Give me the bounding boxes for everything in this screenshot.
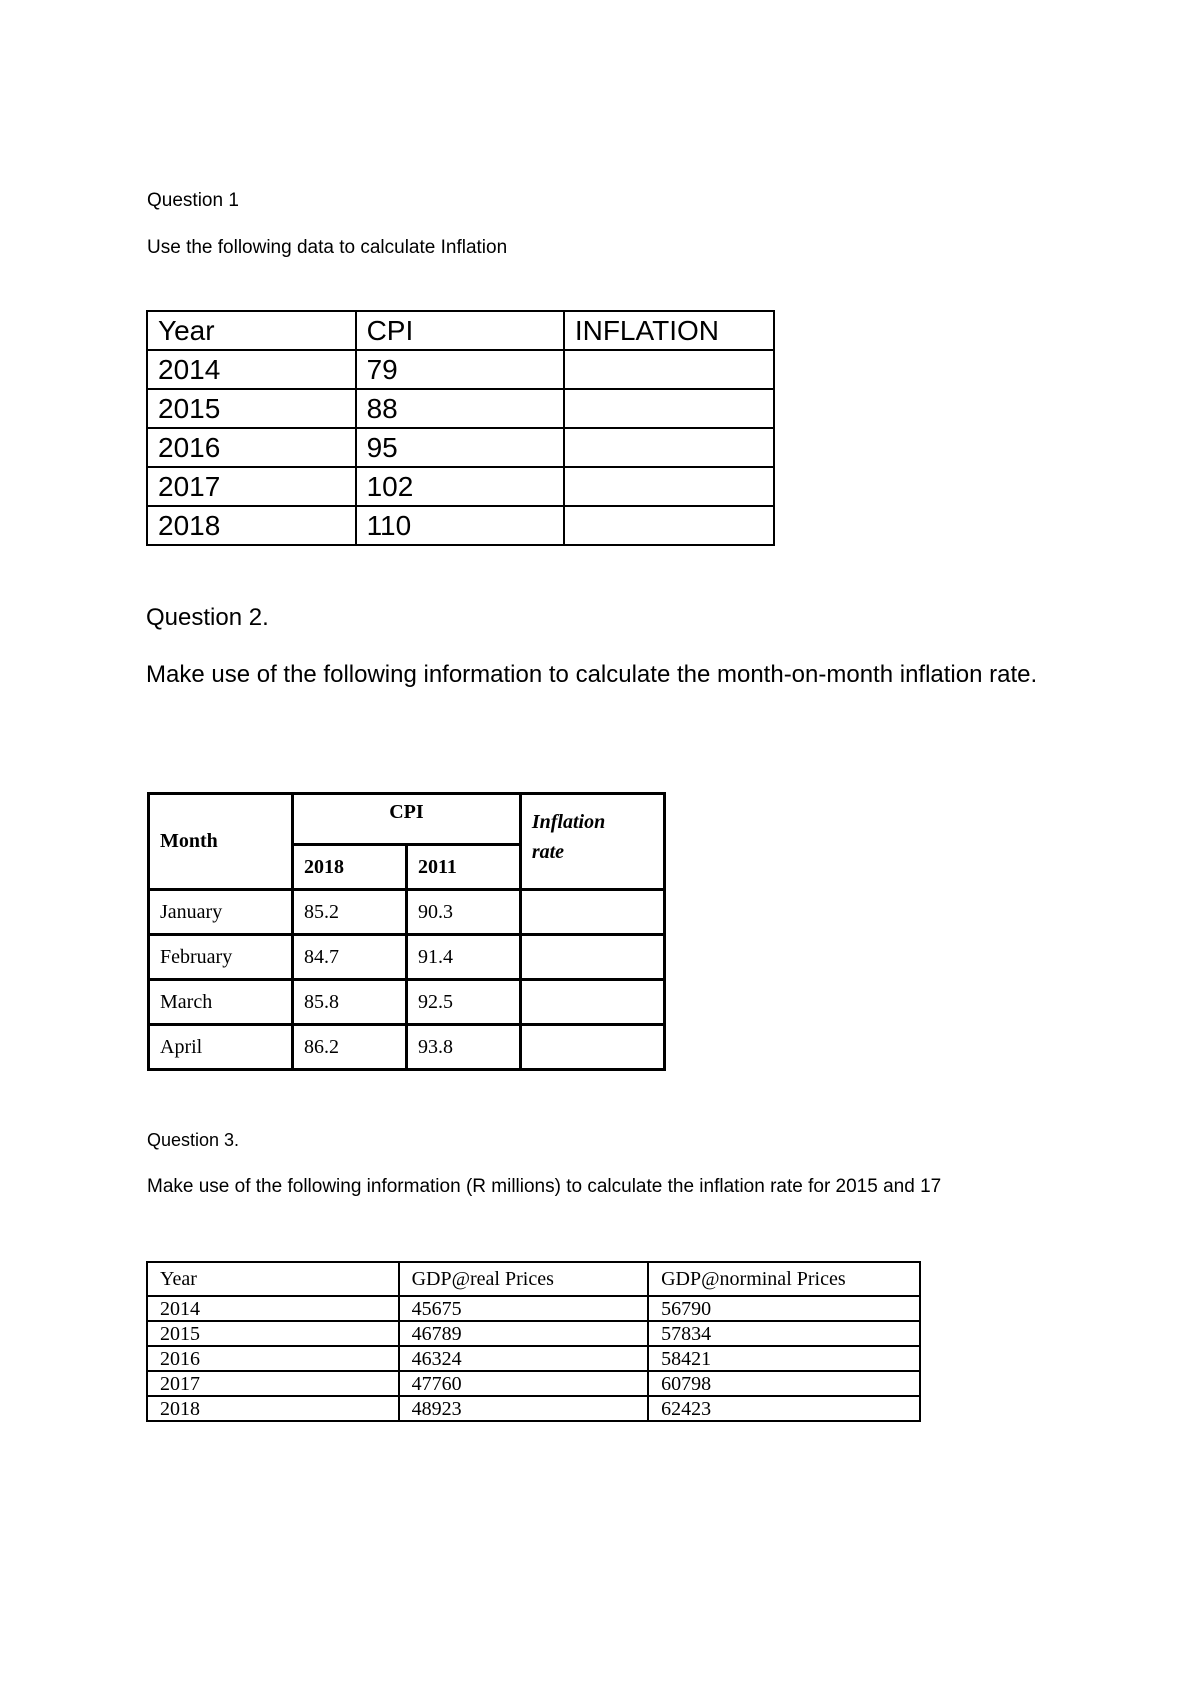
table-row xyxy=(147,428,774,467)
year-cell: 2017 xyxy=(147,1371,399,1396)
gdp-real-cell: 48923 xyxy=(399,1396,649,1421)
table-header-row xyxy=(147,1262,920,1296)
cpi-2011-cell: 90.3 xyxy=(406,890,520,935)
cpi-2011-cell: 93.8 xyxy=(406,1025,520,1070)
cpi-2011-cell: 92.5 xyxy=(406,980,520,1025)
cpi-2018-cell: 84.7 xyxy=(293,935,407,980)
year-cell: 2014 xyxy=(147,1296,399,1321)
table-row xyxy=(149,890,665,935)
table-header-row xyxy=(149,794,665,845)
inflation-rate-cell[interactable] xyxy=(520,890,664,935)
table-row xyxy=(147,389,774,428)
year-cell: 2018 xyxy=(147,506,356,545)
cpi-cell: 95 xyxy=(356,428,564,467)
question-1-title: Question 1 xyxy=(147,190,239,211)
inflation-cell[interactable] xyxy=(564,467,774,506)
cpi-inflation-table xyxy=(146,310,775,546)
gdp-real-cell: 47760 xyxy=(399,1371,649,1396)
inflation-rate-cell[interactable] xyxy=(520,935,664,980)
table-row xyxy=(147,1296,920,1321)
year-cell: 2014 xyxy=(147,350,356,389)
header-inflation: INFLATION xyxy=(564,311,774,350)
month-cell: March xyxy=(149,980,293,1025)
header-inflation-rate xyxy=(520,794,664,890)
year-cell: 2018 xyxy=(147,1396,399,1421)
cpi-cell: 110 xyxy=(356,506,564,545)
header-year-2018: 2018 xyxy=(293,845,407,890)
table-row xyxy=(149,980,665,1025)
question-3-instruction: Make use of the following information (R millions) to calculate the inflation rate for 2015 and 17 xyxy=(147,1176,942,1197)
inflation-rate-cell[interactable] xyxy=(520,1025,664,1070)
table-row xyxy=(147,506,774,545)
inflation-cell[interactable] xyxy=(564,428,774,467)
year-cell: 2015 xyxy=(147,389,356,428)
gdp-nominal-cell: 56790 xyxy=(648,1296,920,1321)
gdp-real-cell: 46789 xyxy=(399,1321,649,1346)
question-3-title: Question 3. xyxy=(147,1130,240,1150)
header-year: Year xyxy=(147,1262,399,1296)
table-row xyxy=(147,467,774,506)
cpi-2018-cell: 86.2 xyxy=(293,1025,407,1070)
month-cell: April xyxy=(149,1025,293,1070)
year-cell: 2016 xyxy=(147,1346,399,1371)
question-1-instruction: Use the following data to calculate Inflation xyxy=(147,237,508,258)
gdp-nominal-cell: 60798 xyxy=(648,1371,920,1396)
cpi-2018-cell: 85.2 xyxy=(293,890,407,935)
inflation-rate-cell[interactable] xyxy=(520,980,664,1025)
header-gdp-real: GDP@real Prices xyxy=(399,1262,649,1296)
table-row xyxy=(149,935,665,980)
inflation-cell[interactable] xyxy=(564,506,774,545)
question-2-title: Question 2. xyxy=(146,604,269,631)
table-row xyxy=(147,1371,920,1396)
header-inflation-line2: rate xyxy=(531,841,565,863)
gdp-real-cell: 45675 xyxy=(399,1296,649,1321)
year-cell: 2016 xyxy=(147,428,356,467)
cpi-cell: 88 xyxy=(356,389,564,428)
header-inflation-line1: Inflation xyxy=(531,811,606,833)
year-cell: 2017 xyxy=(147,467,356,506)
header-year: Year xyxy=(147,311,356,350)
year-cell: 2015 xyxy=(147,1321,399,1346)
table-row xyxy=(147,1346,920,1371)
gdp-prices-table xyxy=(146,1261,921,1422)
gdp-nominal-cell: 57834 xyxy=(648,1321,920,1346)
gdp-real-cell: 46324 xyxy=(399,1346,649,1371)
cpi-cell: 79 xyxy=(356,350,564,389)
cpi-2011-cell: 91.4 xyxy=(406,935,520,980)
cpi-cell: 102 xyxy=(356,467,564,506)
table-row xyxy=(147,1396,920,1421)
inflation-cell[interactable] xyxy=(564,389,774,428)
table-row xyxy=(147,350,774,389)
table-row xyxy=(147,1321,920,1346)
table-header-row xyxy=(147,311,774,350)
inflation-cell[interactable] xyxy=(564,350,774,389)
header-gdp-nominal: GDP@norminal Prices xyxy=(648,1262,920,1296)
cpi-2018-cell: 85.8 xyxy=(293,980,407,1025)
gdp-nominal-cell: 62423 xyxy=(648,1396,920,1421)
question-2-instruction: Make use of the following information to calculate the month-on-month inflation rate. xyxy=(146,661,1038,688)
monthly-cpi-table xyxy=(147,792,666,1071)
month-cell: January xyxy=(149,890,293,935)
month-cell: February xyxy=(149,935,293,980)
gdp-nominal-cell: 58421 xyxy=(648,1346,920,1371)
header-month: Month xyxy=(149,794,293,890)
header-cpi: CPI xyxy=(293,794,521,845)
header-cpi: CPI xyxy=(356,311,564,350)
header-year-2011: 2011 xyxy=(406,845,520,890)
table-row xyxy=(149,1025,665,1070)
